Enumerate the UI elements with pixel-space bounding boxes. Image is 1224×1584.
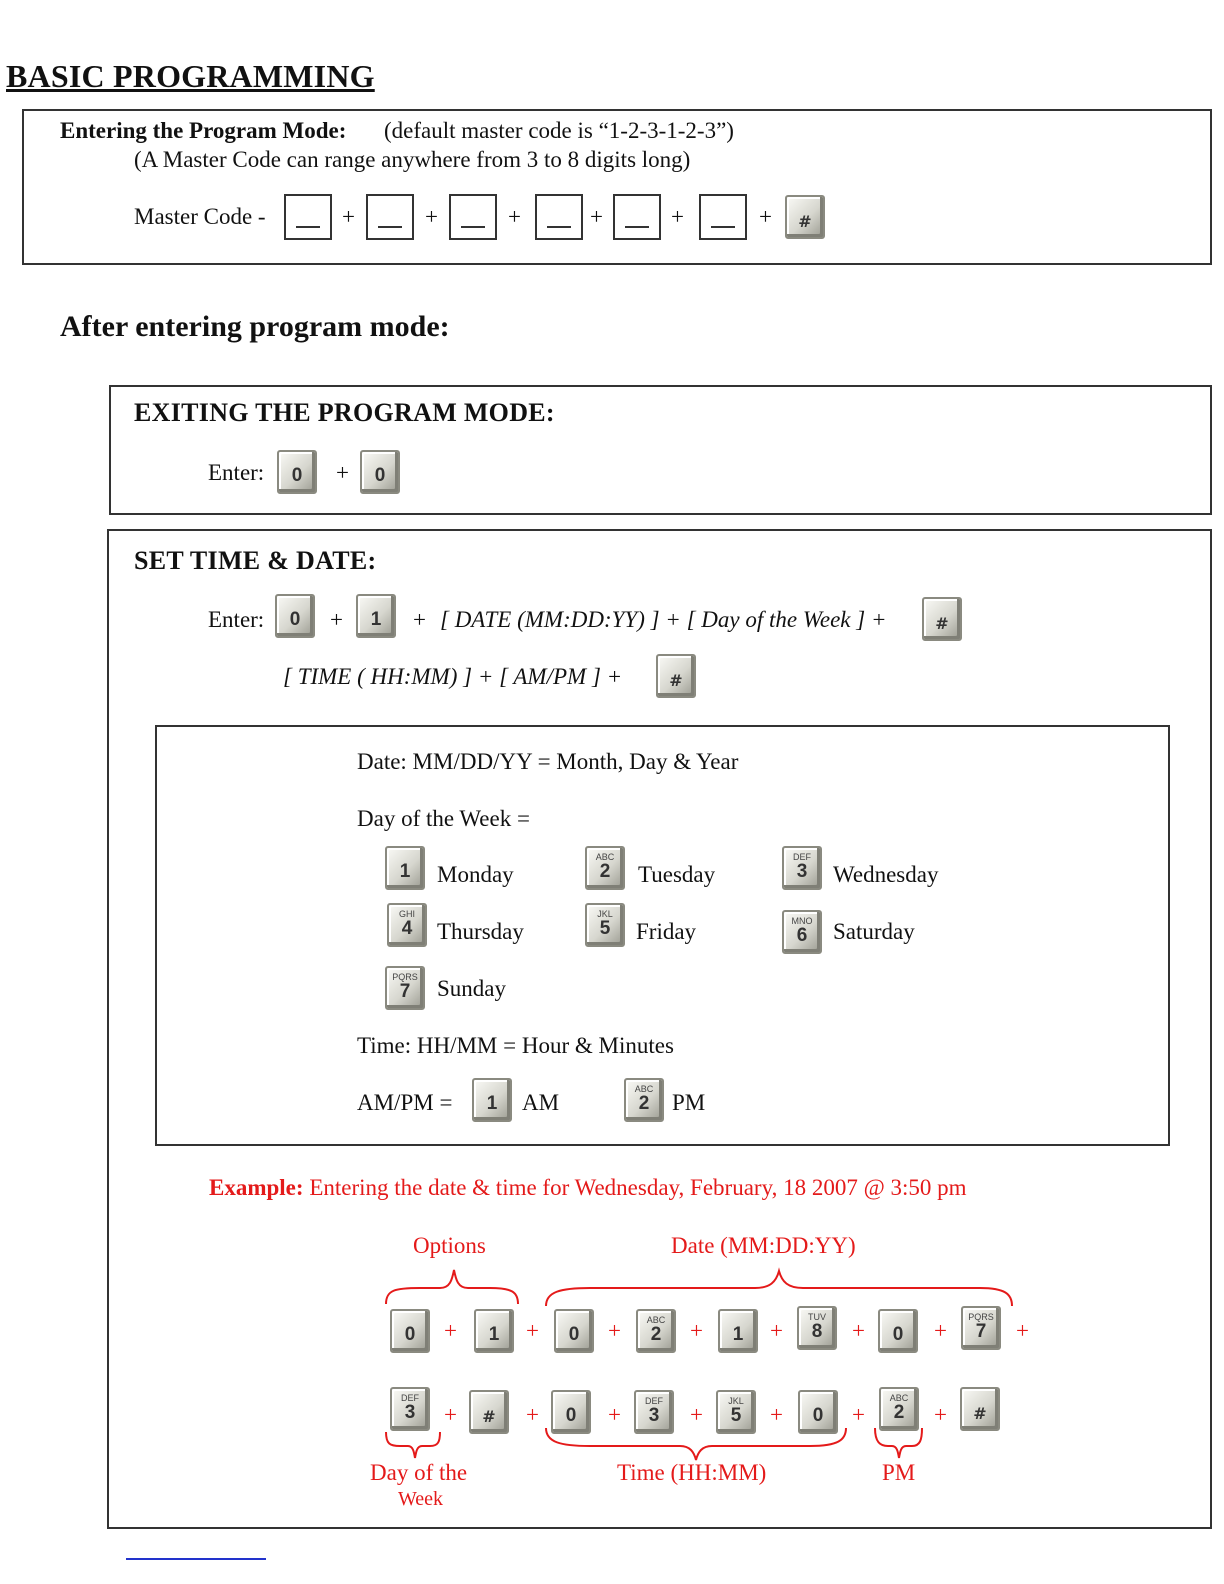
keypad-3-key: DEF 3 bbox=[634, 1390, 674, 1434]
day-friday: Friday bbox=[636, 919, 697, 944]
date-definition: Date: MM/DD/YY = Month, Day & Year bbox=[357, 749, 739, 774]
keypad-3-key: DEF 3 bbox=[782, 846, 822, 890]
keypad-hash-key: # bbox=[785, 195, 825, 239]
keypad-0-key: 0 bbox=[878, 1309, 918, 1353]
time-brace-label: Time (HH:MM) bbox=[617, 1460, 767, 1485]
am-label: AM bbox=[522, 1090, 560, 1115]
master-code-label: Master Code - bbox=[134, 204, 266, 229]
after-program-mode-heading: After entering program mode: bbox=[60, 310, 450, 343]
plus-sign: + bbox=[508, 204, 521, 229]
plus-sign: + bbox=[1016, 1318, 1029, 1343]
set-time-title: SET TIME & DATE: bbox=[134, 546, 377, 575]
program-mode-title: Entering the Program Mode: bbox=[60, 118, 347, 143]
plus-sign: + bbox=[444, 1402, 457, 1427]
keypad-0-key: 0 bbox=[277, 450, 317, 494]
date-dow-sequence: [ DATE (MM:DD:YY) ] + [ Day of the Week ] + bbox=[440, 607, 887, 632]
plus-sign: + bbox=[590, 204, 603, 229]
keypad-1-key: 1 bbox=[385, 846, 425, 890]
plus-sign: + bbox=[342, 204, 355, 229]
keypad-1-key: 1 bbox=[356, 594, 396, 638]
keypad-hash-key: # bbox=[960, 1387, 1000, 1431]
plus-sign: + bbox=[770, 1318, 783, 1343]
day-sunday: Sunday bbox=[437, 976, 506, 1001]
page-heading: BASIC PROGRAMMING bbox=[6, 58, 375, 94]
keypad-8-key: TUV 8 bbox=[797, 1306, 837, 1350]
date-format-label: Date (MM:DD:YY) bbox=[671, 1233, 856, 1258]
plus-sign: + bbox=[608, 1318, 621, 1343]
plus-sign: + bbox=[425, 204, 438, 229]
keypad-0-key: 0 bbox=[360, 450, 400, 494]
keypad-0-key: 0 bbox=[551, 1390, 591, 1434]
day-thursday: Thursday bbox=[437, 919, 524, 944]
keypad-hash-key: # bbox=[922, 597, 962, 641]
footer-link-underline[interactable] bbox=[126, 1558, 266, 1560]
keypad-3-key: DEF 3 bbox=[390, 1387, 430, 1431]
keypad-4-key: GHI 4 bbox=[387, 903, 427, 947]
plus-sign: + bbox=[526, 1402, 539, 1427]
plus-sign: + bbox=[330, 607, 343, 632]
plus-sign: + bbox=[526, 1318, 539, 1343]
plus-sign: + bbox=[934, 1402, 947, 1427]
dow-brace-label: Day of the bbox=[370, 1460, 468, 1485]
set-time-enter-label: Enter: bbox=[208, 607, 265, 632]
keypad-7-key: PQRS 7 bbox=[961, 1306, 1001, 1350]
default-code-note: (default master code is “1-2-3-1-2-3”) bbox=[384, 118, 734, 143]
plus-sign: + bbox=[444, 1318, 457, 1343]
exit-title: EXITING THE PROGRAM MODE: bbox=[134, 398, 555, 427]
plus-sign: + bbox=[770, 1402, 783, 1427]
keypad-hash-key: # bbox=[656, 654, 696, 698]
keypad-1-key: 1 bbox=[474, 1309, 514, 1353]
plus-sign: + bbox=[934, 1318, 947, 1343]
plus-sign: + bbox=[759, 204, 772, 229]
keypad-2-key: ABC 2 bbox=[636, 1309, 676, 1353]
example-description: Entering the date & time for Wednesday, February, 18 2007 @ 3:50 pm bbox=[309, 1175, 967, 1200]
example-label: Example: bbox=[209, 1175, 304, 1200]
keypad-0-key: 0 bbox=[798, 1390, 838, 1434]
plus-sign: + bbox=[690, 1318, 703, 1343]
ampm-definition: AM/PM = bbox=[357, 1090, 453, 1115]
keypad-1-key: 1 bbox=[472, 1078, 512, 1122]
keypad-2-key: ABC 2 bbox=[624, 1078, 664, 1122]
plus-sign: + bbox=[690, 1402, 703, 1427]
keypad-0-key: 0 bbox=[390, 1309, 430, 1353]
keypad-0-key: 0 bbox=[554, 1309, 594, 1353]
keypad-6-key: MNO 6 bbox=[782, 910, 822, 954]
plus-sign: + bbox=[671, 204, 684, 229]
day-monday: Monday bbox=[437, 862, 514, 887]
day-saturday: Saturday bbox=[833, 919, 915, 944]
day-tuesday: Tuesday bbox=[638, 862, 716, 887]
plus-sign: + bbox=[852, 1318, 865, 1343]
plus-sign: + bbox=[336, 460, 349, 485]
dow-definition: Day of the Week = bbox=[357, 806, 530, 831]
keypad-5-key: JKL 5 bbox=[585, 903, 625, 947]
code-length-note: (A Master Code can range anywhere from 3 to 8 digits long) bbox=[134, 147, 691, 172]
keypad-1-key: 1 bbox=[718, 1309, 758, 1353]
day-wednesday: Wednesday bbox=[833, 862, 939, 887]
pm-brace-label: PM bbox=[882, 1460, 916, 1485]
keypad-hash-key: # bbox=[469, 1390, 509, 1434]
keypad-0-key: 0 bbox=[275, 594, 315, 638]
keypad-2-key: ABC 2 bbox=[585, 846, 625, 890]
time-ampm-sequence: [ TIME ( HH:MM) ] + [ AM/PM ] + bbox=[283, 664, 623, 689]
options-label: Options bbox=[413, 1233, 486, 1258]
keypad-5-key: JKL 5 bbox=[716, 1390, 756, 1434]
exit-enter-label: Enter: bbox=[208, 460, 265, 485]
plus-sign: + bbox=[413, 607, 426, 632]
plus-sign: + bbox=[852, 1402, 865, 1427]
pm-label: PM bbox=[672, 1090, 706, 1115]
keypad-7-key: PQRS 7 bbox=[385, 966, 425, 1010]
dow-brace-label-2: Week bbox=[398, 1488, 444, 1510]
time-definition: Time: HH/MM = Hour & Minutes bbox=[357, 1033, 674, 1058]
keypad-2-key: ABC 2 bbox=[879, 1387, 919, 1431]
plus-sign: + bbox=[608, 1402, 621, 1427]
